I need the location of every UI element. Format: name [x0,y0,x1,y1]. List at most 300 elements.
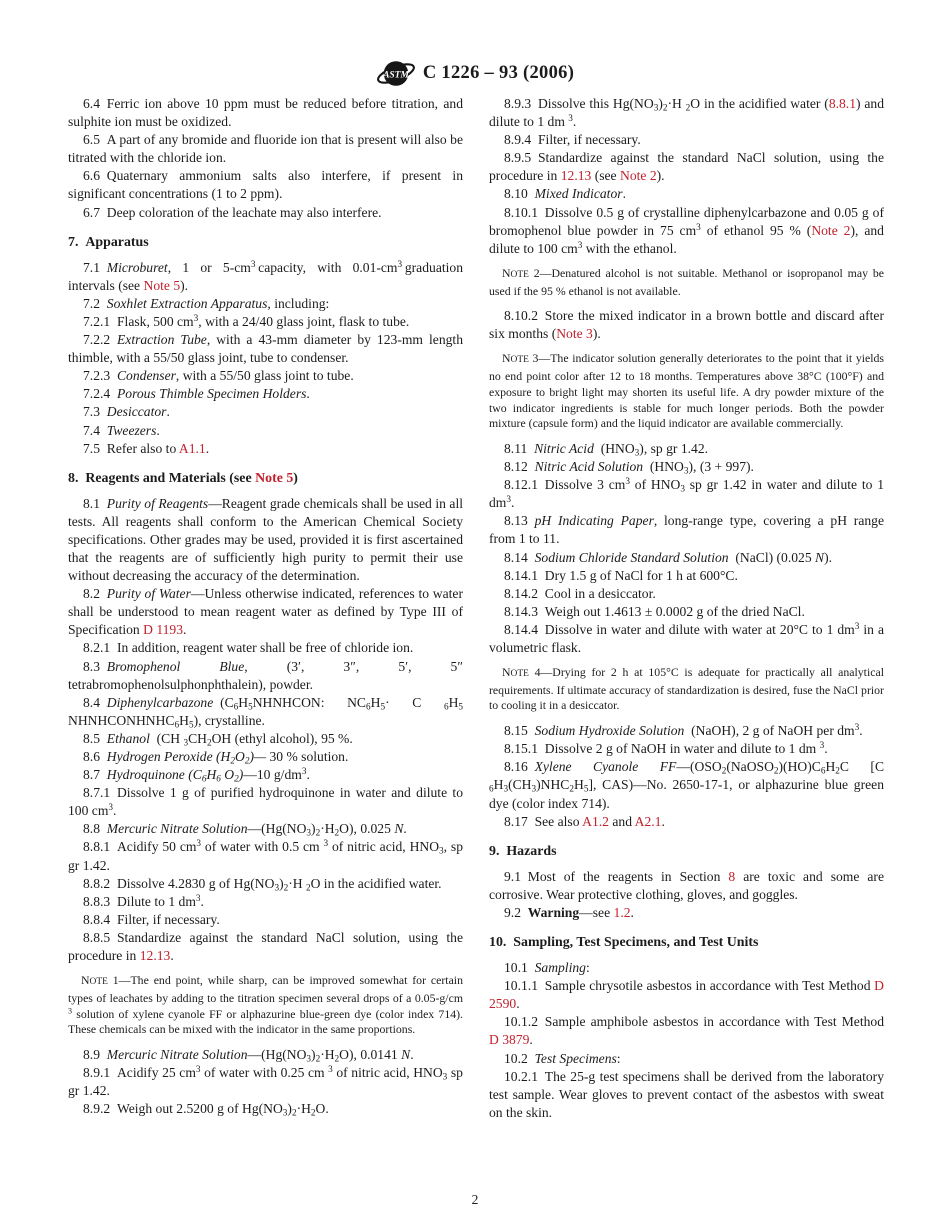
text-run: 3 [634,447,640,458]
body-paragraph [489,185,884,203]
body-paragraph [68,367,463,385]
body-paragraph [489,621,884,657]
text-run: OTE [510,669,529,680]
text-run: Condenser [116,368,176,384]
text-run: 3 [274,881,280,892]
text-run: N [502,265,511,280]
text-run: 8.3 [83,658,107,674]
text-run: ) and dilute to 1 dm [489,96,885,130]
text-run: OH (ethyl alcohol), 95 %. [211,730,353,746]
text-run: of nitric acid, HNO [332,1065,443,1081]
text-run: N [502,665,511,680]
text-run: 3 [108,802,114,813]
text-run: and [608,813,635,829]
text-run: H [573,777,584,793]
body-paragraph [489,307,884,343]
text-run: 5 [458,701,464,712]
cross-reference-link[interactable]: 12.13 [560,168,592,184]
text-run: : [585,960,590,976]
text-run: . [572,114,577,130]
text-run: —(Hg(NO [247,821,307,837]
body-paragraph [489,977,884,1013]
text-run: 7.2.3 [83,368,117,384]
text-run: Microburet [106,259,168,275]
text-run: 8.14.3 Weigh out 1.4613 ± 0.0002 g of the dried NaCl. [504,603,805,619]
text-run: 3 [531,783,537,794]
text-run: 8.15 [504,723,535,739]
text-run: )NHC [536,777,570,793]
text-run: 6 [366,701,371,712]
text-run: of ethanol 95 % ( [700,222,812,238]
text-run: O), 0.025 [339,821,395,837]
text-run: , long-range type, covering a pH range from 1 to 11. [489,513,884,547]
cross-reference-link[interactable]: Note 5 [143,277,181,293]
text-run: . [661,813,665,829]
page-number: 2 [471,1192,479,1207]
text-run: 3 [195,1063,201,1074]
text-run: , with a 55/50 glass joint to tube. [175,368,354,384]
body-paragraph [68,295,463,313]
text-run: . [403,821,407,837]
text-run: —10 g/dm [243,767,302,783]
body-paragraph [489,95,884,131]
text-run: 6.5 A part of any bromide and fluoride ion that is present will also be titrated with the chloride ion. [68,132,463,166]
text-run: 3 [680,483,685,494]
text-run: 6.7 Deep coloration of the leachate may also interfere. [83,204,382,220]
text-run: . [183,622,187,638]
body-paragraph [68,440,463,458]
body-paragraph [489,758,884,812]
text-run: 8.10.2 Store the mixed indicator in a brown bottle and discard after six months ( [489,308,884,342]
text-run: Mixed Indicator [534,186,623,202]
body-paragraph [489,1050,884,1068]
text-run: 3 [819,740,825,751]
body-paragraph [489,813,884,831]
text-run: (HNO [643,459,684,475]
text-run: Porous Thimble Specimen Holders [116,386,307,402]
text-run: ), (3 + 997). [688,459,754,475]
text-run: 3 [306,827,312,838]
text-run: 2 [291,1107,297,1118]
text-run: . [630,904,634,920]
cross-reference-link[interactable]: A1.2 [582,813,609,829]
text-run: 3 [183,737,189,748]
note-paragraph [489,266,884,299]
text-run: . [113,803,117,819]
text-run: 7.2.4 [83,386,117,402]
text-run: of HNO [629,477,681,493]
text-run: 8.12.1 Dissolve 3 cm [504,477,626,493]
text-run: Hydroquinone (C [106,767,202,783]
text-run: Mercuric Nitrate Solution [106,821,248,837]
text-run: H [825,759,836,775]
text-run: 3 [503,783,509,794]
text-run: . [410,1046,414,1062]
body-paragraph [68,167,463,203]
text-run: . [170,948,174,964]
text-run: Soxhlet Extraction Apparatus [106,295,268,311]
text-run: 6 [233,701,239,712]
text-run: N [401,1046,411,1062]
text-run: 4—Drying for 2 h at 105°C is adequate for practically all analytical requirements. If ultimate accuracy of standardization is desired, fuse the NaCl prior to cooling it in a desiccator. [489,665,884,713]
text-run: . [622,186,626,202]
text-run: are toxic and some are corrosive. Wear protective clothing, gloves, and goggles. [489,868,884,902]
text-run: 8.10 [504,186,535,202]
text-run: 2 [685,102,691,113]
text-run: —(OSO [676,759,722,775]
text-run: 9.2 [504,904,528,920]
text-run: 6.6 Quaternary ammonium salts also interfere, if present in significant concentrations (1 to 2 ppm). [68,168,463,202]
text-run: ) [287,1101,292,1117]
text-run: 8.15.1 Dissolve 2 g of NaOH in water and dilute to 1 dm [504,741,820,757]
body-paragraph [68,131,463,167]
text-run: 3 [250,258,256,269]
text-run: ·H [296,1101,311,1117]
text-run: 6 [216,773,221,784]
text-run: ), sp gr 1.42. [639,440,709,456]
text-run: 10.1.2 Sample amphibole asbestos in accordance with Test Method [504,1014,884,1030]
text-run: 5 [583,783,589,794]
body-paragraph [489,1013,884,1049]
body-paragraph [68,403,463,421]
text-run: 30 % solution. [266,749,349,764]
body-paragraph [68,658,463,694]
text-run: 3 [568,113,573,124]
text-run: 7.1 [83,259,107,275]
cross-reference-link[interactable]: A2.1 [634,813,662,829]
text-run: O), 0.0141 [339,1046,402,1062]
text-run: . [306,386,310,402]
text-run: . [824,741,828,757]
cross-reference-link[interactable]: 1.2 [613,904,631,920]
two-column-body [68,95,884,1122]
body-paragraph [68,820,463,838]
text-run: 2 [244,755,250,766]
text-run: (C [213,694,234,710]
text-run: O [220,767,235,783]
text-run: Hydrogen Peroxide (H [106,749,231,764]
text-run: 8.16 [504,759,535,775]
doc-code: C 1226 – 93 (2006) [422,63,575,83]
text-run: ), and dilute to 100 cm [489,222,884,256]
cross-reference-link[interactable]: D 3879 [489,1032,530,1048]
text-run: NHNHCON: NC [252,694,366,710]
cross-reference-link[interactable]: 8.8.1 [828,96,856,111]
cross-reference-link[interactable]: Note 2 [620,168,657,184]
body-paragraph [68,639,463,657]
text-run: 2 [569,783,574,794]
text-run: 3 [854,722,860,733]
text-run: 3 [323,838,329,849]
text-run: ) [311,821,316,837]
body-paragraph [489,204,884,258]
text-run: 1—The end point, while sharp, can be improved somewhat for certain types of leachates by adding to the titration specimen several drops of a 0.05-g/cm [68,973,463,1005]
text-run: . [529,1032,533,1048]
text-run: OTE [510,269,529,280]
column-left [68,95,463,1122]
text-run: 7.5 Refer also to [83,440,179,456]
text-run: CH [188,730,207,746]
text-run: 3 [653,102,659,113]
body-paragraph [68,838,463,874]
text-run: (CH [149,730,184,746]
text-run: 3 [196,838,202,849]
text-run: 3 [625,476,630,487]
text-run: O. [315,1101,329,1117]
text-run: 6 [489,783,494,794]
text-run: 7. Apparatus [68,234,149,250]
text-run: capacity, with 0.01-cm [255,259,398,275]
text-run: in a volumetric flask. [489,621,885,655]
text-run: 7.2.1 Flask, 500 cm [83,313,194,329]
section-heading [68,234,463,252]
text-run: 3 [397,258,403,269]
text-run: ], CAS)—No. 2650-17-1, or alphazurine blue green dye (color index 714). [489,777,884,811]
body-paragraph [68,748,463,766]
body-paragraph [489,1068,884,1122]
cross-reference-link[interactable]: 8 [728,868,736,884]
text-run: (NaOSO [726,759,774,775]
note-paragraph [68,973,463,1038]
text-run: 3 [195,892,201,903]
body-paragraph [68,766,463,784]
text-run: H [238,694,249,710]
text-run: 8.9 [83,1046,107,1062]
text-run: Tweezers [106,422,157,438]
text-run: H [370,694,381,710]
text-run: 3 [282,1107,288,1118]
cross-reference-link[interactable]: Note 3 [556,326,593,342]
body-paragraph [68,313,463,331]
text-run: graduation intervals (see [68,259,463,293]
body-paragraph [68,911,463,929]
text-run: 8.8.5 Standardize against the standard NaCl solution, using the procedure in [68,929,463,964]
text-run: with the ethanol. [582,240,677,256]
text-run: 2 [334,1053,340,1064]
body-paragraph [68,422,463,440]
text-run: . [205,440,210,456]
cross-reference-link[interactable]: Note 2 [811,222,851,238]
text-run: ·H [320,821,335,837]
text-run: · C [385,694,444,710]
text-run: 2 [310,1107,316,1118]
text-run: Nitric Acid [534,440,594,456]
text-run: ), crystalline. [193,712,265,728]
text-run: Test Specimens [534,1050,617,1066]
text-run: Purity of Water [106,586,191,602]
text-run: 2 [230,755,235,766]
body-paragraph [489,904,884,922]
text-run: H [179,712,189,728]
text-run: 8.7.1 Dissolve 1 g of purified hydroquinone in water and dilute to 100 cm [68,785,463,819]
text-run: O in the acidified water. [310,875,442,891]
text-run: 5 [188,719,194,730]
text-run: 3 [854,620,860,631]
body-paragraph [68,875,463,893]
body-paragraph [489,458,884,476]
cross-reference-link[interactable]: D 2590 [489,978,884,1012]
text-run: 8. Reagents and Materials (see [68,470,256,486]
text-run: , with a 24/40 glass joint, flask to tube. [198,313,410,329]
text-run: 3 [506,494,511,505]
text-run: 8.1 [83,495,107,511]
text-run: 8.2.1 In addition, reagent water shall be free of chloride ion. [83,640,414,656]
body-paragraph [68,385,463,403]
text-run: 9. Hazards [489,843,557,859]
text-run: H [206,767,217,783]
text-run: 8.9.3 Dissolve this Hg(NO [504,96,654,111]
text-run: OTE [89,977,108,988]
note-paragraph [489,665,884,714]
text-run: 3 [328,1063,333,1074]
text-run: 2 [334,827,340,838]
body-paragraph [489,585,884,603]
text-run: 3 [301,766,307,777]
section-heading [68,470,463,488]
body-paragraph [68,784,463,820]
text-run: 2 [315,827,321,838]
body-paragraph [68,259,463,295]
text-run: Sodium Hydroxide Solution [534,723,685,739]
text-run: : [616,1050,621,1066]
text-run: 10.2.1 The 25-g test specimens shall be derived from the laboratory test sample. Wear gloves to prevent contact of the asbestos with sweat on the skin. [489,1068,884,1120]
text-run: . [156,422,160,438]
text-run: 10.1.1 Sample chrysotile asbestos in accordance with Test Method [504,978,875,994]
body-paragraph [68,331,463,367]
text-run: 8.12 [504,459,535,475]
text-run: Desiccator [106,404,167,420]
text-run: ). [180,277,189,293]
text-run: 2—Denatured alcohol is not suitable. Methanol or isopropanol may be used if the 95 % ethanol is not available. [489,265,884,298]
text-run: )— [249,749,267,764]
text-run: 3—The indicator solution generally deteriorates to the point that it yields no end point color after 12 to 18 months. Temperatures above 38°C (100°F) and exposure to bright light may shorten its useful life. A dry powder mixture of the two indicator ingredients is stable for much longer periods. Both the powder mixture (capsule form) and the liquid indicator are available commercially. [489,351,884,431]
text-run: Mercuric Nitrate Solution [106,1046,248,1062]
body-paragraph [68,204,463,222]
text-run: 2 [234,773,239,784]
text-run: 8.8.4 Filter, if necessary. [83,911,220,927]
text-run: 2 [206,737,212,748]
text-run: sp gr 1.42 in water and dilute to 1 dm [489,477,884,511]
note-paragraph [489,351,884,432]
text-run: 3 [442,1071,448,1082]
text-run: ·H [667,96,686,111]
text-run: 6.4 Ferric ion above 10 ppm must be reduced before titration, and sulphite ion must be oxidized. [68,96,463,130]
text-run: 2 [835,765,840,776]
text-run: solution of xylene cyanole FF or alphazurine blue-green dye (color index 714). These chemicals can be mixed with the indicator in the same proportions. [68,1006,463,1037]
text-run: , with a 43-mm diameter by 123-mm length thimble, with a 55/50 glass joint, tube to condenser. [68,332,463,366]
text-run: 2 [283,881,289,892]
text-run: 3 [306,1053,312,1064]
text-run: —Unless otherwise indicated, references to water shall be understood to mean reagent water as defined by Type III of Specification [68,586,463,638]
text-run: 10.1 [504,960,535,976]
text-run: pH Indicating Paper [534,513,654,529]
text-run: . [166,404,170,420]
text-run: NHNHCONHNHC [68,712,175,728]
text-run: sp gr 1.42. [68,1065,463,1099]
text-run: Bromophenol Blue [106,658,245,674]
body-paragraph [68,1064,463,1100]
text-run: O in the acidified water ( [690,96,829,111]
text-run: 9.1 Most of the reagents in Section [504,868,729,884]
text-run: 3 [193,312,199,323]
text-run: 2 [662,102,668,113]
astm-logo-text: ASTM [382,70,409,81]
text-run: 6 [174,719,180,730]
text-run: 8.4 [83,694,107,710]
page-header [0,58,950,89]
cross-reference-link[interactable]: A1.1 [178,440,206,456]
cross-reference-link[interactable]: 12.13 [139,948,171,964]
text-run: 8.9.2 Weigh out 2.5200 g of Hg(NO [83,1101,283,1117]
text-run: OTE [510,355,529,366]
text-run: ·H [320,1046,335,1062]
text-run: —(Hg(NO [247,1046,307,1062]
text-run: of water with 0.25 cm [200,1065,329,1081]
text-run: , including: [267,295,330,311]
text-run: ) [311,1046,316,1062]
text-run: 8.14.4 Dissolve in water and dilute with water at 20°C to 1 dm [504,621,855,637]
text-run: 6 [820,765,826,776]
body-paragraph [489,440,884,458]
text-run: 8.7 [83,767,107,783]
text-run: 6 [201,773,207,784]
text-run: (NaOH), 2 g of NaOH per dm [684,723,855,739]
body-paragraph [68,585,463,639]
section-heading [489,843,884,861]
body-paragraph [489,868,884,904]
text-run: Sodium Chloride Standard Solution [534,549,729,565]
text-run: N [815,549,825,565]
text-run: Purity of Reagents [106,495,209,511]
cross-reference-link[interactable]: Note 5 [255,470,294,486]
text-run: 8.6 [83,749,107,764]
text-run: 8.17 See also [504,813,583,829]
cross-reference-link[interactable]: D 1193 [143,622,184,638]
text-run: . [511,495,515,511]
text-run: 6 [443,701,449,712]
text-run: 5 [380,701,386,712]
text-run: —see [579,904,614,920]
text-run: N [502,351,511,366]
text-run: 2 [721,765,727,776]
body-paragraph [68,893,463,911]
text-run: 8.13 [504,513,535,529]
text-run: —Reagent grade chemicals shall be used in all tests. All reagents shall conform to the American Chemical Society specifications. Other grades may be used, provided it is first ascertained that the reagents are of sufficiently high purity to permit their use without decreasing the accuracy of the determination. [68,495,463,584]
body-paragraph [489,476,884,512]
text-run: ·H [288,875,306,891]
text-run: 10.2 [504,1050,535,1066]
text-run: (HNO [593,440,635,456]
text-run: 3 [696,221,701,232]
text-run: 7.3 [83,404,107,420]
body-paragraph [489,512,884,548]
body-paragraph [68,495,463,585]
text-run: H [448,694,459,710]
text-run: . [859,723,863,739]
text-run: 2 [315,1053,321,1064]
text-run: (NaCl) (0.025 [728,549,816,565]
text-run: 8.9.4 Filter, if necessary. [504,132,641,148]
text-run: 8.8 [83,821,107,837]
body-paragraph [489,722,884,740]
column-right [489,95,884,1122]
text-run: ) [238,767,244,783]
text-run: ) [279,875,284,891]
body-paragraph [68,1100,463,1118]
text-run: 8.8.3 Dilute to 1 dm [83,893,196,909]
text-run: . [306,767,310,783]
text-run: . [516,996,520,1012]
